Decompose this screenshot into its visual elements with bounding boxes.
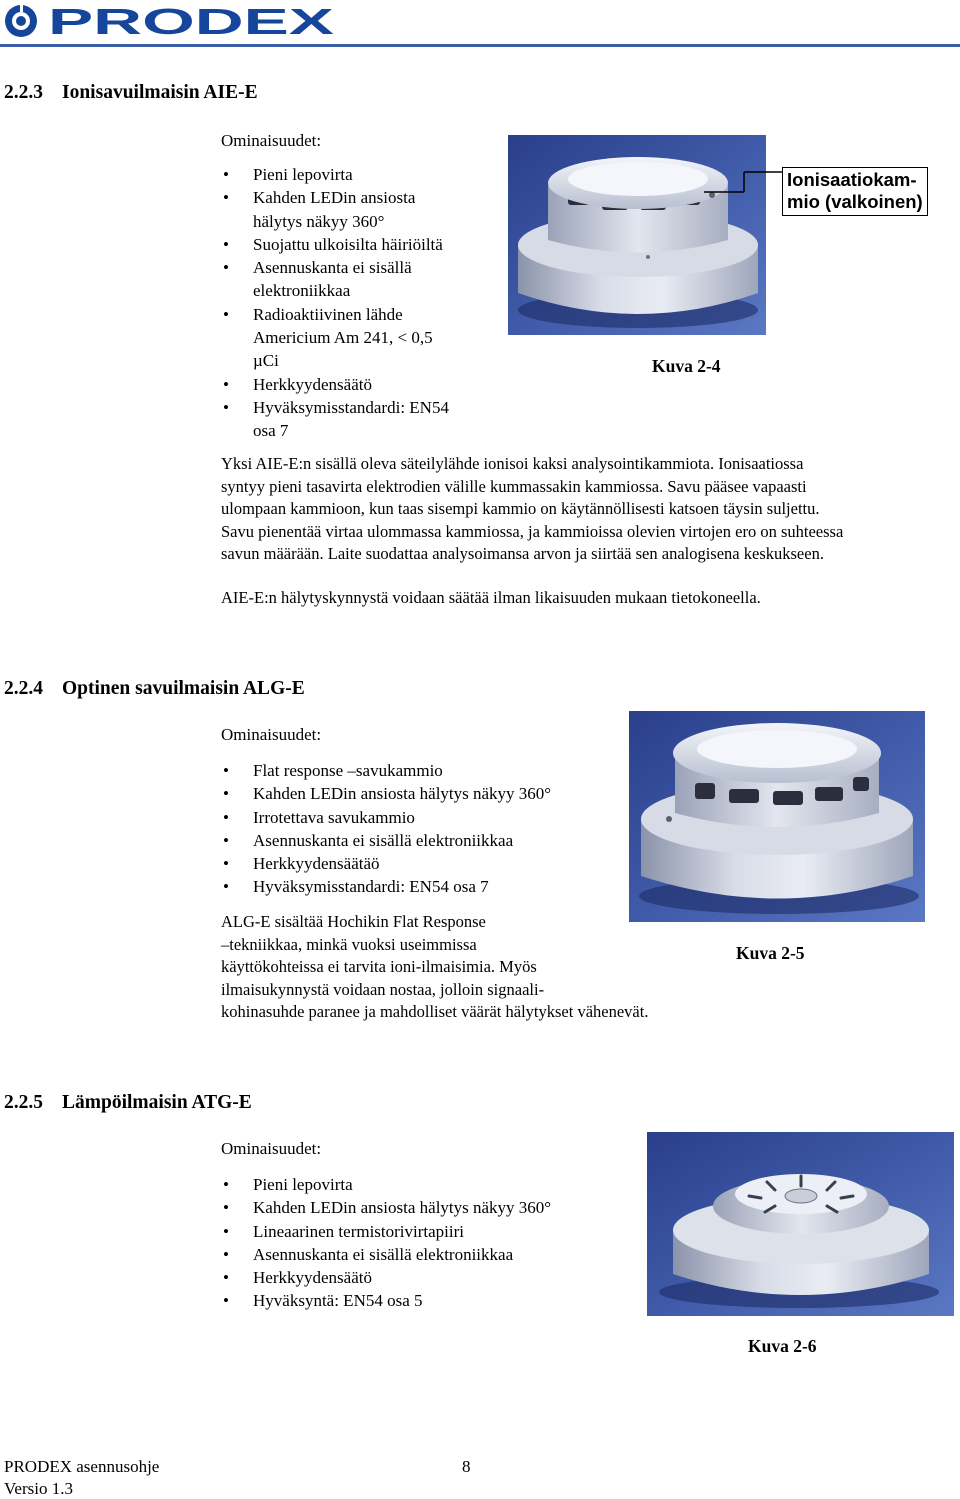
figure-caption: Kuva 2-6 xyxy=(748,1336,817,1356)
features-label: Ominaisuudet: xyxy=(221,1139,322,1158)
feature-list-alg xyxy=(221,759,621,899)
section-title: Optinen savuilmaisin ALG-E xyxy=(62,678,305,699)
prodex-logo xyxy=(4,2,336,40)
section-heading-aie xyxy=(4,82,258,104)
feature-item: • Hyväksymisstandardi: EN54 osa 7 xyxy=(221,396,501,443)
figure-caption: Kuva 2-5 xyxy=(736,943,805,963)
callout-leader xyxy=(700,170,784,210)
feature-item: • Hyväksyntä: EN54 osa 5 xyxy=(221,1289,631,1312)
features-label: Ominaisuudet: xyxy=(221,131,322,150)
logo-text: PRODEX xyxy=(48,2,334,40)
footer-version: Versio 1.3 xyxy=(4,1479,73,1498)
section-title: Ionisavuilmaisin AIE-E xyxy=(62,82,258,103)
feature-item: • Radioaktiivinen lähde Americium Am 241, < 0,5 µCi xyxy=(221,303,501,373)
detector-photo-alg xyxy=(629,711,925,922)
feature-item: • Suojattu ulkoisilta häiriöiltä xyxy=(221,233,501,256)
feature-item: • Asennuskanta ei sisällä elektroniikkaa xyxy=(221,829,621,852)
feature-item: • Flat response –savukammio xyxy=(221,759,621,782)
paragraph-alg-description: ALG-E sisältää Hochikin Flat Response –tekniikkaa, minkä vuoksi useimmissa käyttökohteissa ei tarvita ioni-ilmaisimia. Myös ilmaisukynnystä voidaan nostaa, jolloin signaali- kohinasuhde paranee ja mahdolliset väärät hälytykset vähenevät. xyxy=(221,912,649,1022)
section-heading-alg xyxy=(4,678,305,700)
figure-caption: Kuva 2-4 xyxy=(652,356,721,376)
paragraph-aie-description: Yksi AIE-E:n sisällä oleva säteilylähde ionisoi kaksi analysointikammiota. Ionisaatiossa syntyy pieni tasavirta elektrodien välille kummassakin kammiossa. Savu pääsee vapaasti ulompaan kammioon, kun taas sisempi kammio on käytännöllisesti katsoen täysin suljettu. Savu pienentää virtaa ulommassa kammiossa, ja kammioissa olevien virtojen ero on suhteessa savun määrään. Laite suodattaa analysoimansa arvon ja siirtää sen analogisena keskukseen. xyxy=(221,454,844,564)
section-number: 2.2.5 xyxy=(4,1092,43,1113)
feature-item: • Kahden LEDin ansiosta hälytys näkyy 360° xyxy=(221,782,621,805)
detector-photo-aie xyxy=(508,135,766,335)
section-heading-atg xyxy=(4,1092,252,1114)
paragraph-aie-threshold: AIE-E:n hälytyskynnystä voidaan säätää ilman likaisuuden mukaan tietokoneella. xyxy=(221,588,761,607)
feature-item: • Irrotettava savukammio xyxy=(221,806,621,829)
footer-doc-title: PRODEX asennusohje xyxy=(4,1457,160,1476)
feature-list-aie xyxy=(221,163,501,443)
feature-item: • Asennuskanta ei sisällä elektroniikkaa xyxy=(221,1243,631,1266)
feature-item: • Lineaarinen termistorivirtapiiri xyxy=(221,1220,631,1243)
feature-list-atg xyxy=(221,1173,631,1313)
detector-photo-atg xyxy=(647,1132,954,1316)
feature-item: • Pieni lepovirta xyxy=(221,163,501,186)
header-divider xyxy=(0,44,960,47)
feature-item: • Hyväksymisstandardi: EN54 osa 7 xyxy=(221,875,621,898)
feature-item: • Herkkyydensäätö xyxy=(221,1266,631,1289)
feature-item: • Kahden LEDin ansiosta hälytys näkyy 360° xyxy=(221,1196,631,1219)
feature-item: • Kahden LEDin ansiosta hälytys näkyy 360° xyxy=(221,186,501,233)
feature-item: • Pieni lepovirta xyxy=(221,1173,631,1196)
features-label: Ominaisuudet: xyxy=(221,725,322,744)
section-number: 2.2.3 xyxy=(4,82,43,103)
feature-item: • Asennuskanta ei sisällä elektroniikkaa xyxy=(221,256,501,303)
section-title: Lämpöilmaisin ATG-E xyxy=(62,1092,252,1113)
feature-item: • Herkkyydensäätö xyxy=(221,373,501,396)
section-number: 2.2.4 xyxy=(4,678,43,699)
footer-page-number: 8 xyxy=(462,1457,471,1476)
feature-item: • Herkkyydensäätäö xyxy=(221,852,621,875)
callout-ionisation-chamber: Ionisaatiokam- mio (valkoinen) xyxy=(782,167,928,216)
